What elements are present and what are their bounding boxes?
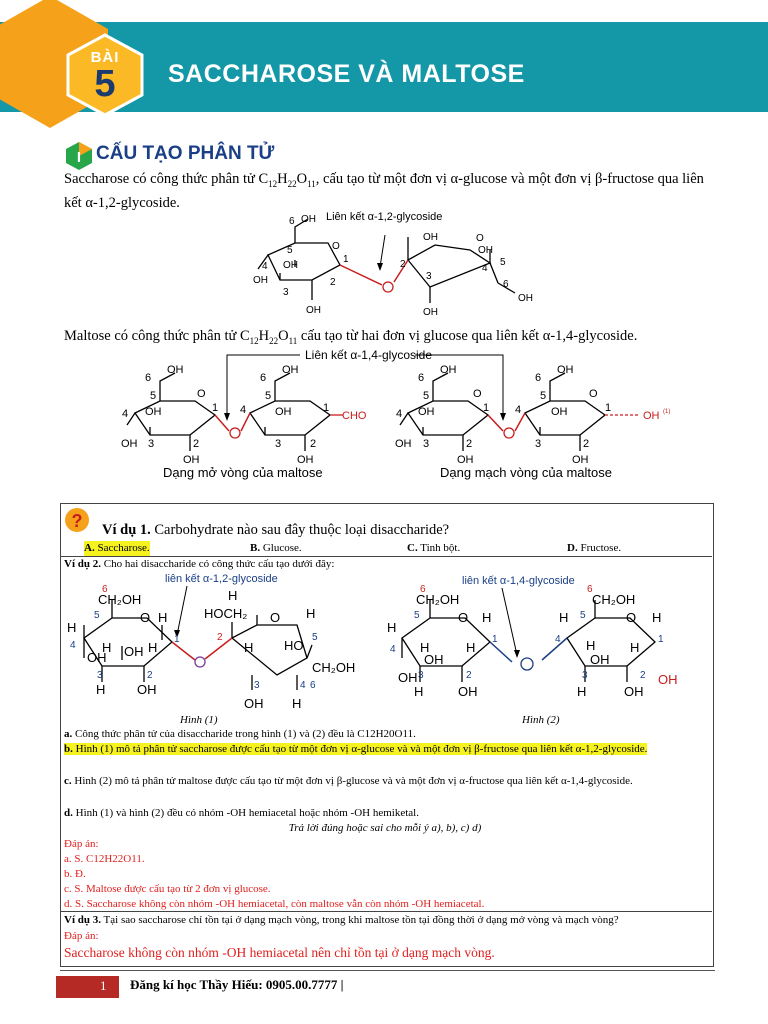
svg-text:H: H: [387, 620, 397, 635]
svg-text:1: 1: [605, 402, 612, 414]
svg-text:4: 4: [122, 408, 129, 420]
svg-text:3: 3: [97, 670, 103, 681]
svg-text:OH: OH: [440, 364, 457, 376]
svg-text:H: H: [102, 640, 112, 655]
mal-link-label: Liên kết α-1,4-glycoside: [305, 348, 433, 362]
svg-text:OH: OH: [551, 406, 568, 418]
lesson-number: 5: [94, 63, 116, 105]
answer-c: c. S. Maltose được cấu tạo từ 2 đơn vị glucose.: [64, 883, 271, 895]
svg-text:5: 5: [414, 610, 420, 621]
svg-text:2: 2: [193, 438, 200, 450]
svg-text:O: O: [626, 610, 637, 625]
svg-text:6: 6: [145, 372, 152, 384]
svg-text:2: 2: [330, 277, 336, 288]
footer-contact: Đăng kí học Thầy Hiếu: 0905.00.7777 |: [130, 977, 344, 992]
option-a[interactable]: A. Saccharose.: [84, 542, 150, 554]
maltose-intro: Maltose có công thức phân tử $C_{12}H_{22}O_{11}$ cấu tạo từ hai đơn vị glucose qua liên kết α-1,4-glycoside.: [64, 328, 638, 346]
svg-text:3: 3: [275, 438, 282, 450]
page-title: SACCHAROSE VÀ MALTOSE: [168, 60, 525, 88]
svg-text:H: H: [244, 640, 254, 655]
saccharose-intro: Saccharose có công thức phân tử $C_{12}H_{22}O_{11}$, cấu tạo từ một đơn vị α-glucose và một đơn vị β-fructose qua liên kết α-1,2-glycoside.: [64, 171, 704, 211]
svg-text:CHO: CHO: [342, 410, 367, 422]
svg-text:HOCH₂: HOCH₂: [204, 606, 248, 621]
svg-text:6: 6: [587, 584, 593, 595]
svg-text:1: 1: [343, 254, 349, 265]
svg-text:CH₂OH: CH₂OH: [312, 660, 356, 675]
svg-text:OH: OH: [121, 438, 138, 450]
svg-text:OH: OH: [297, 454, 314, 466]
instruction-text: Trả lời đúng hoặc sai cho mỗi ý a), b), c) d): [288, 822, 482, 834]
svg-text:4: 4: [555, 634, 561, 645]
svg-text:2: 2: [147, 670, 153, 681]
svg-text:2: 2: [583, 438, 590, 450]
svg-text:OH: OH: [183, 454, 200, 466]
svg-text:O: O: [473, 388, 482, 400]
svg-text:H: H: [228, 588, 238, 603]
svg-text:CH₂OH: CH₂OH: [98, 592, 142, 607]
svg-text:4: 4: [396, 408, 403, 420]
question-icon: [62, 503, 92, 535]
svg-text:3: 3: [254, 680, 260, 691]
answer-a: a. S. C12H22O11.: [64, 853, 145, 865]
svg-text:O: O: [332, 241, 340, 252]
svg-text:1: 1: [483, 402, 490, 414]
maltose-structure-diagram: [115, 343, 685, 483]
section-icon-letter: I: [76, 149, 82, 166]
mal-ring-caption: Dạng mạch vòng của maltose: [440, 465, 612, 480]
svg-text:OH: OH: [244, 696, 264, 711]
svg-text:6: 6: [260, 372, 267, 384]
saccharose-structure-diagram: [240, 205, 560, 323]
svg-text:O: O: [458, 610, 469, 625]
svg-text:O: O: [197, 388, 206, 400]
svg-text:OH: OH: [478, 245, 493, 256]
svg-text:2: 2: [640, 670, 646, 681]
svg-text:OH: OH: [658, 672, 678, 687]
svg-text:4: 4: [390, 644, 396, 655]
example-1-question: Ví dụ 1. Carbohydrate nào sau đây thuộc loại disaccharide?: [102, 522, 450, 538]
svg-text:OH: OH: [418, 406, 435, 418]
lesson-label: BÀI: [90, 49, 120, 66]
svg-text:2: 2: [466, 670, 472, 681]
svg-text:4: 4: [262, 261, 268, 272]
answer-d: d. S. Saccharose không còn nhóm -OH hemiacetal, còn maltose vẫn còn nhóm -OH hemiacetal.: [64, 898, 485, 910]
svg-text:OH: OH: [423, 307, 438, 318]
svg-text:3: 3: [423, 438, 430, 450]
svg-text:1: 1: [212, 402, 219, 414]
svg-text:OH: OH: [458, 684, 478, 699]
statement-d: d. Hình (1) và hình (2) đều có nhóm -OH hemiacetal hoặc nhóm -OH hemiketal.: [64, 807, 419, 819]
svg-text:OH: OH: [145, 406, 162, 418]
svg-text:H: H: [292, 696, 302, 711]
answer-label: Đáp án:: [64, 838, 99, 850]
svg-text:OH: OH: [557, 364, 574, 376]
svg-text:OH: OH: [306, 305, 321, 316]
svg-text:OH: OH: [275, 406, 292, 418]
svg-text:H: H: [577, 684, 587, 699]
page-number: 1: [100, 978, 107, 993]
svg-text:1: 1: [174, 634, 180, 645]
svg-text:OH: OH: [87, 650, 107, 665]
svg-text:H: H: [652, 610, 662, 625]
sac-link-label: Liên kết α-1,2-glycoside: [326, 211, 443, 223]
svg-text:O: O: [270, 610, 281, 625]
svg-text:CH₂OH: CH₂OH: [592, 592, 636, 607]
svg-text:H: H: [586, 638, 596, 653]
svg-text:1: 1: [492, 634, 498, 645]
statement-a: a. Công thức phân tử của disaccharide trong hình (1) và (2) đều là C12H20O11.: [64, 728, 416, 740]
svg-text:6: 6: [535, 372, 542, 384]
svg-text:OH: OH: [423, 232, 438, 243]
svg-text:OH: OH: [395, 438, 412, 450]
svg-text:5: 5: [540, 390, 547, 402]
svg-text:H: H: [414, 684, 424, 699]
example-2-question: Ví dụ 2. Cho hai disaccharide có công thức cấu tạo dưới đây:: [64, 558, 335, 570]
svg-text:OH: OH: [572, 454, 589, 466]
statement-c: c. Hình (2) mô tả phân tử maltose được cấu tạo từ một đơn vị β-glucose và và một đơn vị α-fructose qua liên kết α-1,4-glycoside.: [64, 775, 633, 787]
svg-text:H: H: [420, 640, 430, 655]
svg-text:H: H: [67, 620, 77, 635]
svg-text:OH: OH: [424, 652, 444, 667]
svg-text:H: H: [96, 682, 106, 697]
svg-text:?: ?: [71, 511, 83, 531]
svg-text:O: O: [140, 610, 151, 625]
divider: [60, 911, 712, 912]
svg-text:5: 5: [94, 610, 100, 621]
svg-text:4: 4: [515, 404, 522, 416]
svg-text:5: 5: [580, 610, 586, 621]
svg-text:4: 4: [240, 404, 247, 416]
svg-text:CH₂OH: CH₂OH: [416, 592, 460, 607]
svg-text:OH: OH: [167, 364, 184, 376]
svg-text:2: 2: [217, 632, 223, 643]
svg-text:OH: OH: [253, 275, 268, 286]
svg-text:5: 5: [150, 390, 157, 402]
svg-text:OH: OH: [282, 364, 299, 376]
example-3-question: Ví dụ 3. Tại sao saccharose chỉ tồn tại ở dạng mạch vòng, trong khi maltose tồn tại đồng thời ở dạng mở vòng và mạch vòng?: [64, 914, 619, 926]
svg-text:3: 3: [148, 438, 155, 450]
svg-text:H: H: [559, 610, 569, 625]
svg-text:1: 1: [323, 402, 330, 414]
svg-text:3: 3: [426, 271, 432, 282]
svg-text:OH: OH: [518, 293, 533, 304]
example-2-figures: [62, 570, 712, 730]
example-3-answer-label: Đáp án:: [64, 930, 99, 942]
svg-text:5: 5: [500, 257, 506, 268]
section-title: CẤU TẠO PHÂN TỬ: [96, 143, 275, 164]
svg-text:3: 3: [535, 438, 542, 450]
svg-text:6: 6: [102, 584, 108, 595]
svg-text:OH: OH: [457, 454, 474, 466]
svg-text:2: 2: [310, 438, 317, 450]
option-d[interactable]: D. Fructose.: [567, 542, 622, 554]
svg-text:6: 6: [503, 279, 509, 290]
svg-text:OH: OH: [624, 684, 644, 699]
svg-text:5: 5: [423, 390, 430, 402]
svg-text:H: H: [158, 610, 168, 625]
svg-text:H: H: [148, 640, 158, 655]
svg-text:OH: OH: [137, 682, 157, 697]
svg-text:H: H: [630, 640, 640, 655]
svg-text:O: O: [476, 233, 484, 244]
svg-text:O: O: [589, 388, 598, 400]
svg-text:6: 6: [420, 584, 426, 595]
svg-text:OH: OH: [301, 214, 316, 225]
answer-b: b. Đ.: [64, 868, 86, 880]
svg-text:5: 5: [265, 390, 272, 402]
svg-text:H: H: [466, 640, 476, 655]
svg-text:H: H: [482, 610, 492, 625]
svg-text:3: 3: [582, 670, 588, 681]
option-b[interactable]: B. Glucose.: [250, 542, 302, 554]
svg-text:5: 5: [287, 245, 293, 256]
svg-text:6: 6: [418, 372, 425, 384]
example-3-answer: Saccharose không còn nhóm -OH hemiacetal nên chỉ tồn tại ở dạng mạch vòng.: [64, 945, 495, 960]
svg-text:(1): (1): [663, 409, 671, 415]
svg-text:OH: OH: [283, 260, 298, 271]
svg-text:OH: OH: [398, 670, 418, 685]
svg-text:1: 1: [658, 634, 664, 645]
svg-text:H: H: [306, 606, 316, 621]
fig1-link-label: liên kết α-1,2-glycoside: [165, 573, 278, 585]
figure-1-caption: Hình (1): [180, 714, 218, 726]
svg-text:OH: OH: [643, 410, 660, 422]
svg-text:OH: OH: [590, 652, 610, 667]
figure-2-caption: Hình (2): [522, 714, 560, 726]
svg-text:3: 3: [283, 287, 289, 298]
statement-b: b. Hình (1) mô tả phân tử saccharose được cấu tạo từ một đơn vị α-glucose và và một đơn vị β-fructose qua liên kết α-1,2-glycoside.: [64, 743, 648, 755]
svg-text:2: 2: [466, 438, 473, 450]
svg-text:OH: OH: [124, 644, 144, 659]
svg-text:6: 6: [310, 680, 316, 691]
option-c[interactable]: C. Tinh bột.: [407, 542, 461, 554]
svg-text:HO: HO: [284, 638, 304, 653]
svg-text:2: 2: [400, 259, 406, 270]
example-1-options: [84, 541, 704, 555]
section-number-icon: [64, 141, 94, 171]
svg-text:4: 4: [300, 680, 306, 691]
footer-divider: [60, 970, 715, 971]
mal-open-caption: Dạng mở vòng của maltose: [163, 465, 323, 480]
svg-text:4: 4: [482, 263, 488, 274]
svg-text:5: 5: [312, 632, 318, 643]
svg-text:6: 6: [289, 216, 295, 227]
svg-text:3: 3: [418, 670, 424, 681]
fig2-link-label: liên kết α-1,4-glycoside: [462, 575, 575, 587]
svg-text:4: 4: [70, 640, 76, 651]
